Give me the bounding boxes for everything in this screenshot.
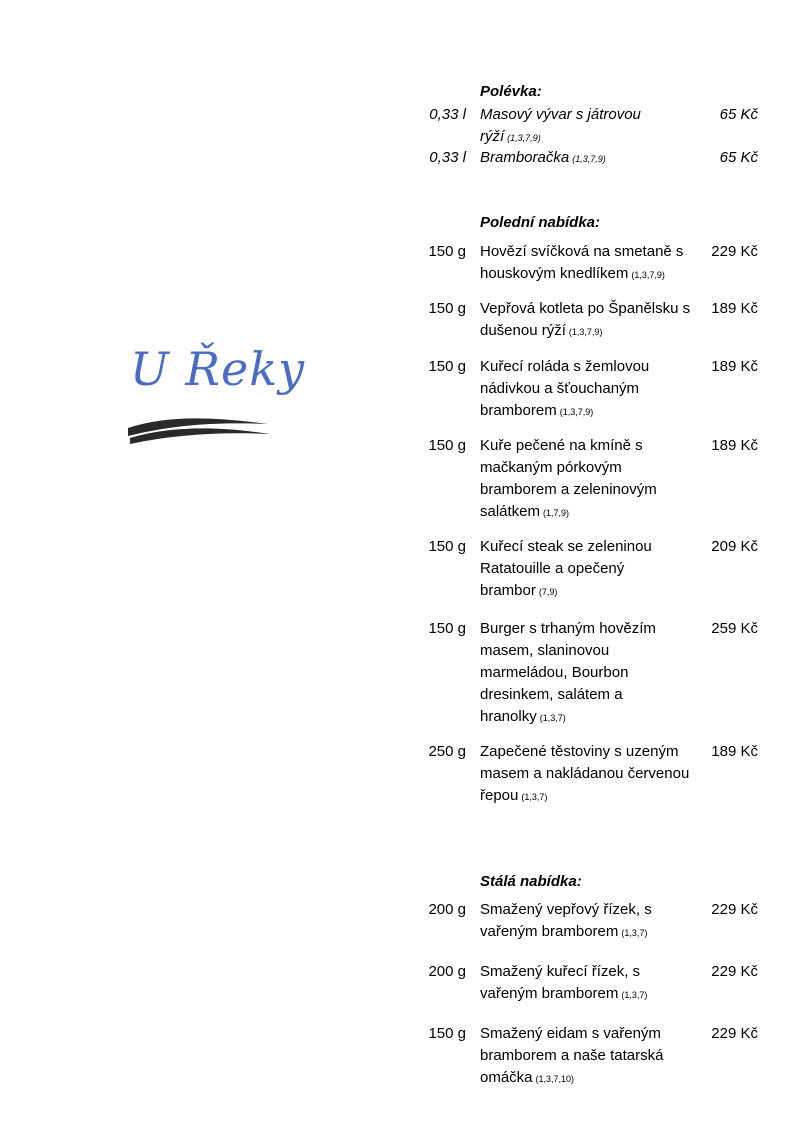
item-price: 229 Kč	[711, 901, 758, 918]
item-allergens: (1,3,7)	[521, 792, 548, 802]
item-quantity: 250 g	[428, 743, 466, 760]
item-quantity: 150 g	[428, 358, 466, 375]
item-quantity: 150 g	[428, 300, 466, 317]
item-name: Burger s trhaným hovězím masem, slaninovou marmeládou, Bourbon dresinkem, salátem a hranolky (1,3,7)	[480, 620, 656, 725]
item-quantity: 150 g	[428, 620, 466, 637]
item-name: Zapečené těstoviny s uzeným masem a nakládanou červenou řepou (1,3,7)	[480, 743, 690, 804]
item-name: Masový vývar s játrovou rýží (1,3,7,9)	[480, 106, 641, 145]
item-price: 229 Kč	[711, 243, 758, 260]
item-quantity: 200 g	[428, 901, 466, 918]
item-allergens: (1,3,7,9)	[572, 154, 606, 164]
logo-waves-icon	[126, 412, 276, 448]
item-allergens: (1,7,9)	[543, 508, 570, 518]
item-quantity: 0,33 l	[429, 106, 466, 123]
item-price: 229 Kč	[711, 963, 758, 980]
logo-text: U Řeky	[130, 342, 306, 396]
item-quantity: 150 g	[428, 1025, 466, 1042]
item-allergens: (7,9)	[538, 587, 558, 597]
soup-heading: Polévka:	[480, 83, 542, 100]
item-name: Kuřecí roláda s žemlovou nádivkou a šťouchaným bramborem (1,3,7,9)	[480, 358, 650, 419]
lunch-heading: Polední nabídka:	[480, 214, 601, 231]
item-name: Smažený vepřový řízek, s vařeným bramborem (1,3,7)	[480, 901, 652, 940]
restaurant-logo	[126, 338, 306, 450]
item-name: Hovězí svíčková na smetaně s houskovým knedlíkem (1,3,7,9)	[480, 243, 684, 282]
item-allergens: (1,3,7,9)	[507, 133, 541, 143]
item-name: Bramboračka (1,3,7,9)	[480, 149, 606, 166]
item-price: 65 Kč	[719, 106, 758, 123]
item-allergens: (1,3,7,10)	[535, 1074, 575, 1084]
item-name: Kuřecí steak se zeleninou Ratatouille a opečený brambor (7,9)	[480, 538, 652, 599]
item-price: 209 Kč	[711, 538, 758, 555]
item-name: Kuře pečené na kmíně s mačkaným pórkovým bramborem a zeleninovým salátkem (1,7,9)	[480, 437, 657, 520]
item-price: 229 Kč	[711, 1025, 758, 1042]
item-allergens: (1,3,7)	[621, 928, 648, 938]
item-name: Smažený kuřecí řízek, s vařeným bramborem (1,3,7)	[480, 963, 648, 1002]
item-price: 189 Kč	[711, 300, 758, 317]
item-allergens: (1,3,7,9)	[631, 270, 665, 280]
item-quantity: 0,33 l	[429, 149, 466, 166]
item-quantity: 150 g	[428, 437, 466, 454]
item-quantity: 200 g	[428, 963, 466, 980]
item-quantity: 150 g	[428, 243, 466, 260]
standing-heading: Stálá nabídka:	[480, 873, 582, 890]
item-price: 189 Kč	[711, 437, 758, 454]
item-name: Smažený eidam s vařeným bramborem a naše tatarská omáčka (1,3,7,10)	[480, 1025, 664, 1086]
item-allergens: (1,3,7)	[621, 990, 648, 1000]
item-price: 189 Kč	[711, 358, 758, 375]
item-price: 65 Kč	[719, 149, 758, 166]
item-price: 189 Kč	[711, 743, 758, 760]
item-name: Vepřová kotleta po Španělsku s dušenou rýží (1,3,7,9)	[480, 300, 691, 339]
item-quantity: 150 g	[428, 538, 466, 555]
item-price: 259 Kč	[711, 620, 758, 637]
item-allergens: (1,3,7,9)	[559, 407, 594, 417]
item-allergens: (1,3,7,9)	[568, 327, 603, 337]
item-allergens: (1,3,7)	[539, 713, 566, 723]
